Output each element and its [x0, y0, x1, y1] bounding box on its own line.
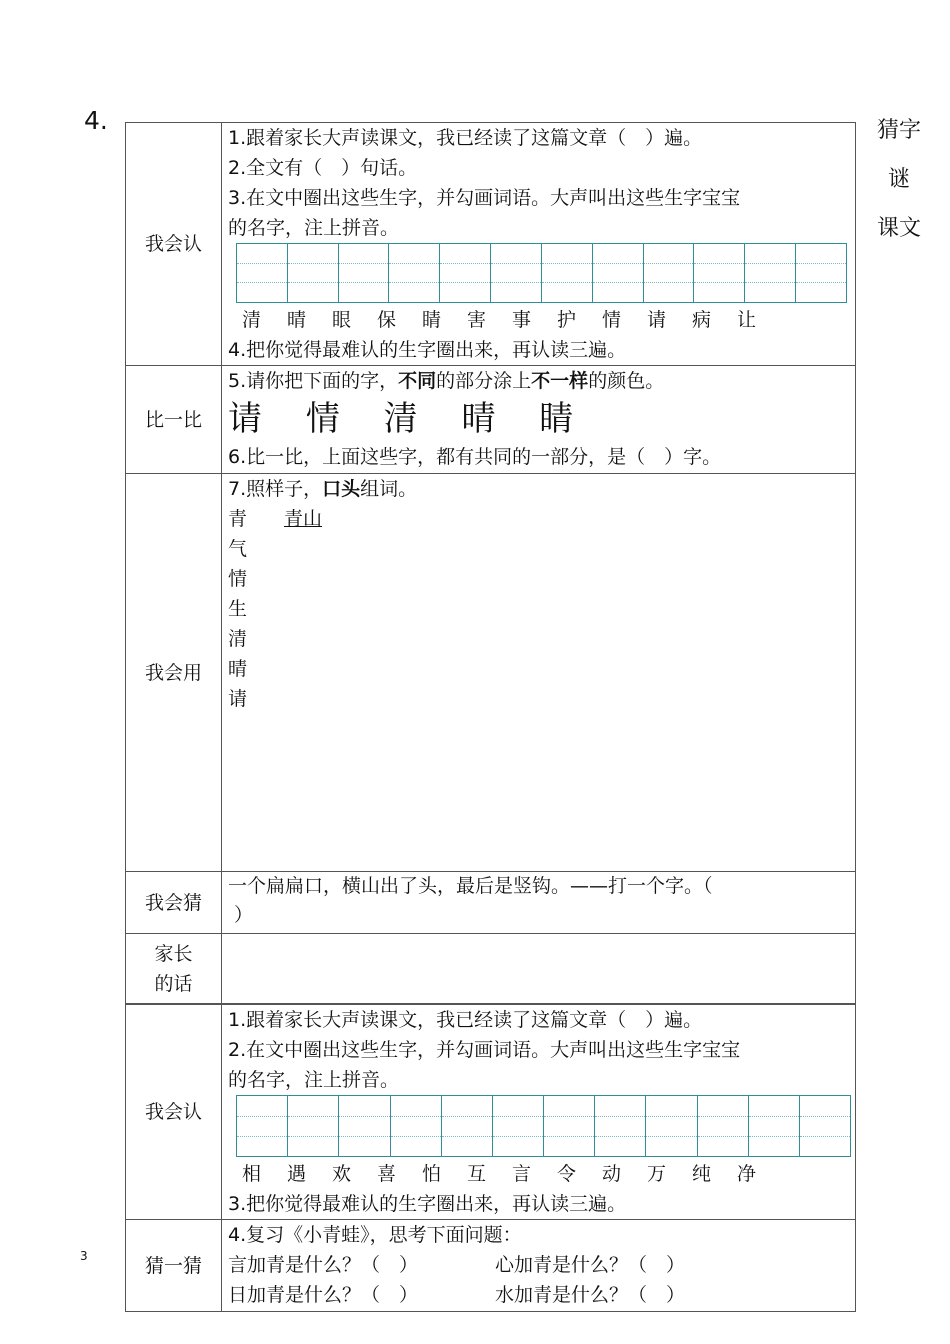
grid-cell[interactable] — [339, 1096, 390, 1156]
row-content — [222, 1005, 856, 1220]
big-character[interactable]: 睛 — [539, 399, 574, 439]
instruction-bold: 不同 — [398, 370, 437, 392]
grid-cell[interactable] — [542, 244, 593, 302]
label-line: 的话 — [154, 972, 193, 995]
instruction-bold: 不一样 — [531, 370, 589, 392]
character: 清 — [242, 309, 262, 331]
item-number: 4. — [84, 106, 108, 135]
grid-cell[interactable] — [288, 1096, 339, 1156]
grid-cell[interactable] — [339, 244, 390, 302]
question[interactable]: 言加青是什么？（ ） — [228, 1254, 419, 1276]
character: 净 — [737, 1163, 757, 1185]
example-word: 青山 — [284, 508, 323, 530]
instruction — [228, 474, 851, 504]
instruction-part: 7.照样子， — [228, 478, 323, 500]
side-title-line: 谜 — [887, 167, 910, 192]
big-character[interactable]: 请 — [228, 399, 262, 439]
big-character[interactable]: 情 — [305, 399, 340, 439]
row-label — [126, 934, 222, 1004]
instruction-part: 的颜色。 — [588, 370, 665, 392]
word-char[interactable]: 清 — [228, 628, 248, 650]
character: 互 — [467, 1163, 487, 1185]
grid-cell[interactable] — [440, 244, 491, 302]
big-character[interactable]: 清 — [383, 399, 418, 439]
character: 动 — [602, 1163, 622, 1185]
instruction-bold: 口头 — [322, 478, 361, 500]
text-line: 6.比一比，上面这些字，都有共同的一部分，是（ ）字。 — [228, 446, 722, 468]
text-line: 1.跟着家长大声读课文，我已经读了这篇文章（ ）遍。 — [228, 127, 703, 149]
row-label: 我会认 — [126, 123, 222, 366]
table-row — [126, 474, 856, 872]
character: 请 — [647, 309, 667, 331]
side-title — [866, 106, 932, 253]
word-char[interactable]: 情 — [228, 568, 248, 590]
character: 万 — [647, 1163, 667, 1185]
grid-cell[interactable] — [749, 1096, 800, 1156]
grid-cell[interactable] — [646, 1096, 697, 1156]
instruction-part: 组词。 — [360, 478, 418, 500]
character: 护 — [557, 309, 577, 331]
question[interactable]: 水加青是什么？（ ） — [495, 1284, 686, 1306]
character: 眼 — [332, 309, 352, 331]
grid-cell[interactable] — [237, 1096, 288, 1156]
grid-cell[interactable] — [595, 1096, 646, 1156]
text-line: 1.跟着家长大声读课文，我已经读了这篇文章（ ）遍。 — [228, 1009, 703, 1031]
grid-cell[interactable] — [694, 244, 745, 302]
grid-cell[interactable] — [442, 1096, 493, 1156]
word-char[interactable]: 请 — [228, 688, 248, 710]
worksheet-table-2 — [125, 1004, 856, 1312]
character: 事 — [512, 309, 532, 331]
pinyin-writing-grid[interactable] — [236, 1095, 851, 1157]
word-char[interactable]: 晴 — [228, 658, 248, 680]
row-content — [222, 872, 856, 934]
character: 相 — [242, 1163, 262, 1185]
character-row — [242, 305, 851, 335]
page-number: 3 — [80, 1249, 88, 1263]
character: 病 — [692, 309, 712, 331]
big-character-row — [228, 396, 851, 442]
grid-cell[interactable] — [644, 244, 695, 302]
big-character[interactable]: 晴 — [461, 399, 496, 439]
label-line: 家长 — [154, 942, 193, 965]
riddle-line: 一个扁扁口，横山出了头，最后是竖钩。——打一个字。（ — [228, 875, 713, 897]
character-row — [242, 1159, 851, 1189]
character: 言 — [512, 1163, 532, 1185]
table-row — [126, 872, 856, 934]
character: 令 — [557, 1163, 577, 1185]
row-label: 比一比 — [126, 366, 222, 474]
question[interactable]: 心加青是什么？（ ） — [495, 1254, 686, 1276]
text-line: 的名字，注上拼音。 — [228, 217, 400, 239]
grid-cell[interactable] — [288, 244, 339, 302]
row-label: 猜一猜 — [126, 1220, 222, 1312]
worksheet-table-1 — [125, 122, 856, 1004]
word-char[interactable]: 气 — [228, 538, 248, 560]
row-label: 我会认 — [126, 1005, 222, 1220]
text-line: 4.复习《小青蛙》，思考下面问题： — [228, 1224, 522, 1246]
grid-cell[interactable] — [237, 244, 288, 302]
example-char: 青 — [228, 508, 248, 530]
grid-cell[interactable] — [796, 244, 846, 302]
grid-cell[interactable] — [391, 1096, 442, 1156]
word-char[interactable]: 生 — [228, 598, 248, 620]
text-line: 3.把你觉得最难认的生字圈出来，再认读三遍。 — [228, 1193, 627, 1215]
grid-cell[interactable] — [544, 1096, 595, 1156]
side-title-line: 猜字 — [876, 118, 921, 143]
question-line — [228, 1280, 851, 1310]
character: 让 — [737, 309, 757, 331]
character: 欢 — [332, 1163, 352, 1185]
text-line: 4.把你觉得最难认的生字圈出来，再认读三遍。 — [228, 339, 627, 361]
table-row — [126, 366, 856, 474]
grid-cell[interactable] — [491, 244, 542, 302]
row-label: 我会猜 — [126, 872, 222, 934]
pinyin-writing-grid[interactable] — [236, 243, 847, 303]
text-line: 2.全文有（ ）句话。 — [228, 157, 418, 179]
character: 晴 — [287, 309, 307, 331]
table-row — [126, 1220, 856, 1312]
side-title-line: 课文 — [876, 216, 921, 241]
instruction-part: 的部分涂上 — [436, 370, 532, 392]
instruction — [228, 366, 851, 396]
character: 纯 — [692, 1163, 712, 1185]
text-line: 的名字，注上拼音。 — [228, 1069, 400, 1091]
example-line — [228, 504, 851, 534]
instruction-part: 5.请你把下面的字， — [228, 370, 399, 392]
text-line: 2.在文中圈出这些生字，并勾画词语。大声叫出这些生字宝宝 — [228, 1039, 741, 1061]
table-row — [126, 934, 856, 1004]
parent-comment-area[interactable] — [222, 934, 856, 1004]
character: 遇 — [287, 1163, 307, 1185]
row-content — [222, 1220, 856, 1312]
riddle-answer[interactable]: ） — [234, 904, 254, 926]
question-line — [228, 1250, 851, 1280]
grid-cell[interactable] — [493, 1096, 544, 1156]
riddle-text — [228, 872, 851, 930]
row-label: 我会用 — [126, 474, 222, 872]
row-content — [222, 366, 856, 474]
grid-cell[interactable] — [698, 1096, 749, 1156]
grid-cell[interactable] — [389, 244, 440, 302]
table-row — [126, 1005, 856, 1220]
question[interactable]: 日加青是什么？（ ） — [228, 1284, 419, 1306]
row-content — [222, 474, 856, 872]
character: 情 — [602, 309, 622, 331]
character: 喜 — [377, 1163, 397, 1185]
row-content — [222, 123, 856, 366]
character: 睛 — [422, 309, 442, 331]
character: 保 — [377, 309, 397, 331]
character: 害 — [467, 309, 487, 331]
grid-cell[interactable] — [745, 244, 796, 302]
grid-cell[interactable] — [593, 244, 644, 302]
table-row — [126, 123, 856, 366]
grid-cell[interactable] — [800, 1096, 850, 1156]
character: 怕 — [422, 1163, 442, 1185]
text-line: 3.在文中圈出这些生字，并勾画词语。大声叫出这些生字宝宝 — [228, 187, 741, 209]
